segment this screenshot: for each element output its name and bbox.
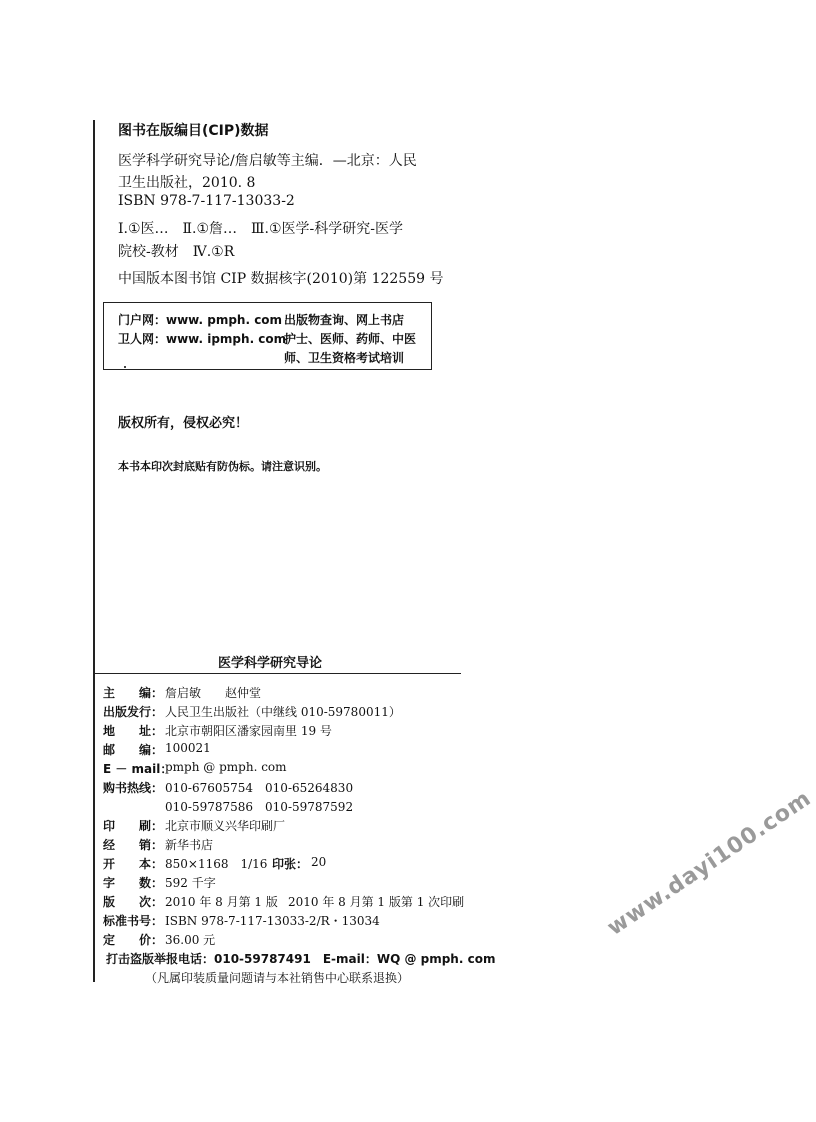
- words-label: 字 数：: [103, 876, 164, 890]
- edition-label: 版 次：: [103, 895, 164, 909]
- cip-heading: 图书在版编目(CIP)数据: [118, 123, 269, 139]
- words-value: 592 千字: [165, 876, 216, 890]
- distributor-label: 经 销：: [103, 838, 164, 852]
- address-value: 北京市朝阳区潘家园南里 19 号: [165, 724, 332, 738]
- distributor-value: 新华书店: [165, 838, 214, 852]
- editor-value: 詹启敏 赵仲堂: [165, 686, 262, 700]
- postcode-value: 100021: [165, 741, 211, 755]
- isbn-value: ISBN 978-7-117-13033-2/R・13034: [165, 914, 380, 928]
- hotline-value-1: 010-67605754 010-65264830: [165, 781, 354, 795]
- portal-desc: 出版物查询、网上书店: [284, 313, 405, 327]
- piracy-report-line: 打击盗版举报电话：010-59787491 E-mail：WQ @ pmph. com: [106, 952, 496, 966]
- printer-value: 北京市顺义兴华印刷厂: [165, 819, 286, 833]
- email-value: pmph @ pmph. com: [165, 760, 287, 774]
- publisher-label: 出版发行：: [103, 705, 164, 719]
- cip-line-3: ISBN 978-7-117-13033-2: [118, 193, 295, 209]
- sheets-label: 印张：: [272, 857, 309, 871]
- sheets-value: 20: [311, 855, 327, 869]
- format-value: 850×1168 1/16: [165, 857, 268, 871]
- format-label: 开 本：: [103, 857, 164, 871]
- anti-fake-notice: 本书本印次封底贴有防伪标。请注意识别。: [118, 460, 327, 473]
- editor-label: 主 编：: [103, 686, 164, 700]
- watermark-text: www.dayi100.com: [603, 785, 816, 941]
- cip-line-5: 院校-教材 Ⅳ.①R: [118, 244, 235, 260]
- postcode-label: 邮 编：: [103, 743, 164, 757]
- health-url: 卫人网：www. ipmph. com: [118, 332, 287, 346]
- imprint-rule: [93, 673, 461, 674]
- imprint-title: 医学科学研究导论: [218, 656, 323, 671]
- portal-url: 门户网：www. pmph. com: [118, 313, 283, 327]
- isbn-label: 标准书号：: [103, 914, 164, 928]
- email-label: E － mail：: [103, 762, 173, 776]
- printer-label: 印 刷：: [103, 819, 164, 833]
- website-box: [103, 302, 432, 370]
- address-label: 地 址：: [103, 724, 164, 738]
- gutter-line: [93, 120, 95, 982]
- return-notice: （凡属印装质量问题请与本社销售中心联系退换）: [145, 971, 410, 985]
- hotline-label: 购书热线：: [103, 781, 164, 795]
- cip-line-4: Ⅰ.①医… Ⅱ.①詹… Ⅲ.①医学-科学研究-医学: [118, 221, 404, 237]
- health-desc-1: 护士、医师、药师、中医: [284, 332, 417, 346]
- cip-line-1: 医学科学研究导论/詹启敏等主编．—北京：人民: [118, 153, 417, 169]
- edition-value: 2010 年 8 月第 1 版: [165, 895, 278, 909]
- health-desc-2: 师、卫生资格考试培训: [284, 351, 405, 365]
- cip-line-2: 卫生出版社，2010. 8: [118, 175, 256, 191]
- price-value: 36.00 元: [165, 933, 216, 947]
- price-label: 定 价：: [103, 933, 164, 947]
- hotline-value-2: 010-59787586 010-59787592: [165, 800, 354, 814]
- cip-line-6: 中国版本图书馆 CIP 数据核字(2010)第 122559 号: [118, 271, 444, 287]
- publisher-value: 人民卫生出版社（中继线 010-59780011）: [165, 705, 401, 719]
- printing-value: 2010 年 8 月第 1 版第 1 次印刷: [288, 895, 465, 909]
- copyright-notice: 版权所有，侵权必究！: [118, 416, 249, 431]
